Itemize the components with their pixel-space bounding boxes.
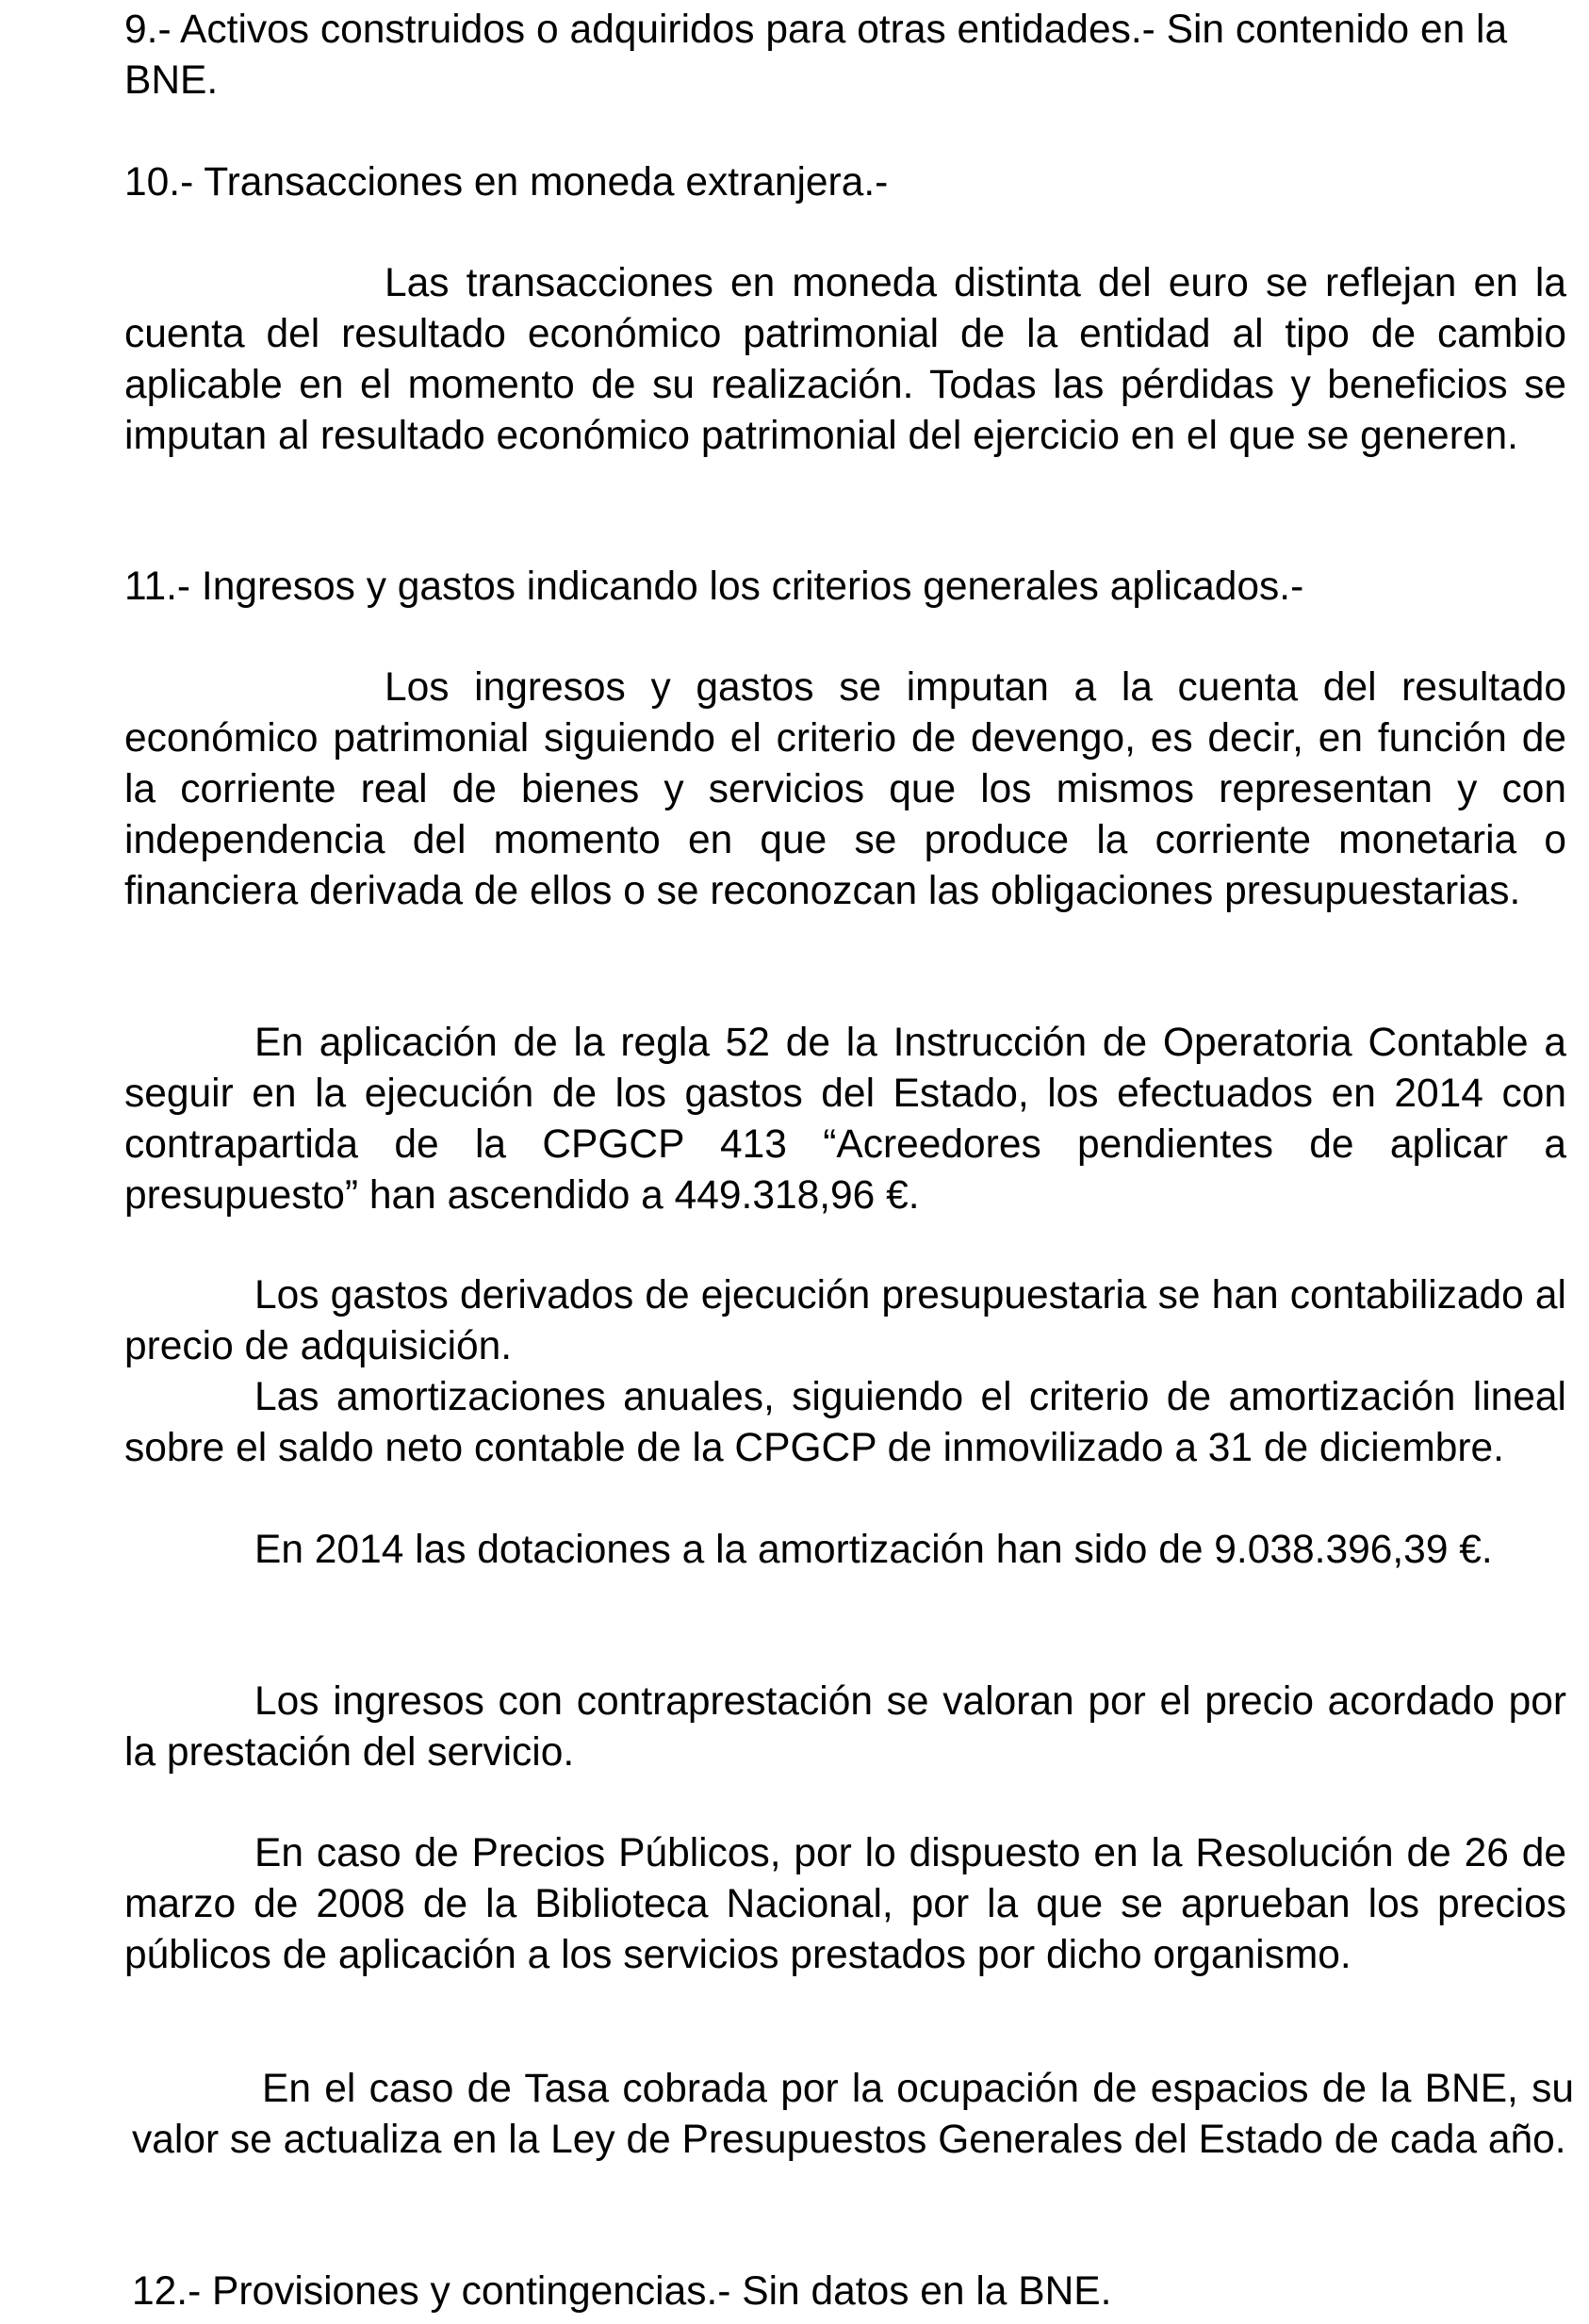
section-11-paragraph-8: En el caso de Tasa cobrada por la ocupación de espacios de la BNE, su valor se actualiza en la Ley de Presupuestos Generales del Estado de cada año. [132,2067,1574,2162]
section-11-paragraph-1: Los ingresos y gastos se imputan a la cuenta del resultado económico patrimonial siguiendo el criterio de devengo, es decir, en función de la corriente real de bienes y servicios que los mismos representan y con independencia del momento en que se produce la corriente monetaria o financiera derivada de ellos o se reconozcan las obligaciones presupuestarias. [124,665,1566,913]
section-9-text: 9.- Activos construidos o adquiridos para otras entidades.- Sin contenido en la BNE. [124,8,1508,103]
section-11-paragraph-2: En aplicación de la regla 52 de la Instrucción de Operatoria Contable a seguir en la ejecución de los gastos del Estado, los efectuados en 2014 con contrapartida de la CPGCP 413 “Acreedores pendientes de aplicar a presupuesto” han ascendido a 449.318,96 €. [124,1021,1566,1218]
section-10-heading: 10.- Transacciones en moneda extranjera.- [124,160,889,205]
section-10-body: Las transacciones en moneda distinta del euro se reflejan en la cuenta del resultado económico patrimonial de la entidad al tipo de cambio aplicable en el momento de su realización. Todas las pérdidas y beneficios se imputan al resultado económico patrimonial del ejercicio en el que se generen. [124,261,1566,458]
section-11-paragraph-6: Los ingresos con contraprestación se valoran por el precio acordado por la prestación del servicio. [124,1679,1566,1775]
section-11-paragraph-7: En caso de Precios Públicos, por lo dispuesto en la Resolución de 26 de marzo de 2008 de la Biblioteca Nacional, por la que se aprueban los precios públicos de aplicación a los servicios prestados por dicho organismo. [124,1831,1566,1977]
section-11-paragraph-5: En 2014 las dotaciones a la amortización han sido de 9.038.396,39 €. [254,1528,1493,1572]
section-12-text: 12.- Provisiones y contingencias.- Sin datos en la BNE. [132,2269,1112,2314]
section-11-heading: 11.- Ingresos y gastos indicando los criterios generales aplicados.- [124,565,1304,609]
section-11-paragraph-4: Las amortizaciones anuales, siguiendo el criterio de amortización lineal sobre el saldo neto contable de la CPGCP de inmovilizado a 31 de diciembre. [124,1375,1566,1470]
section-11-paragraph-3: Los gastos derivados de ejecución presupuestaria se han contabilizado al precio de adquisición. [124,1273,1566,1368]
